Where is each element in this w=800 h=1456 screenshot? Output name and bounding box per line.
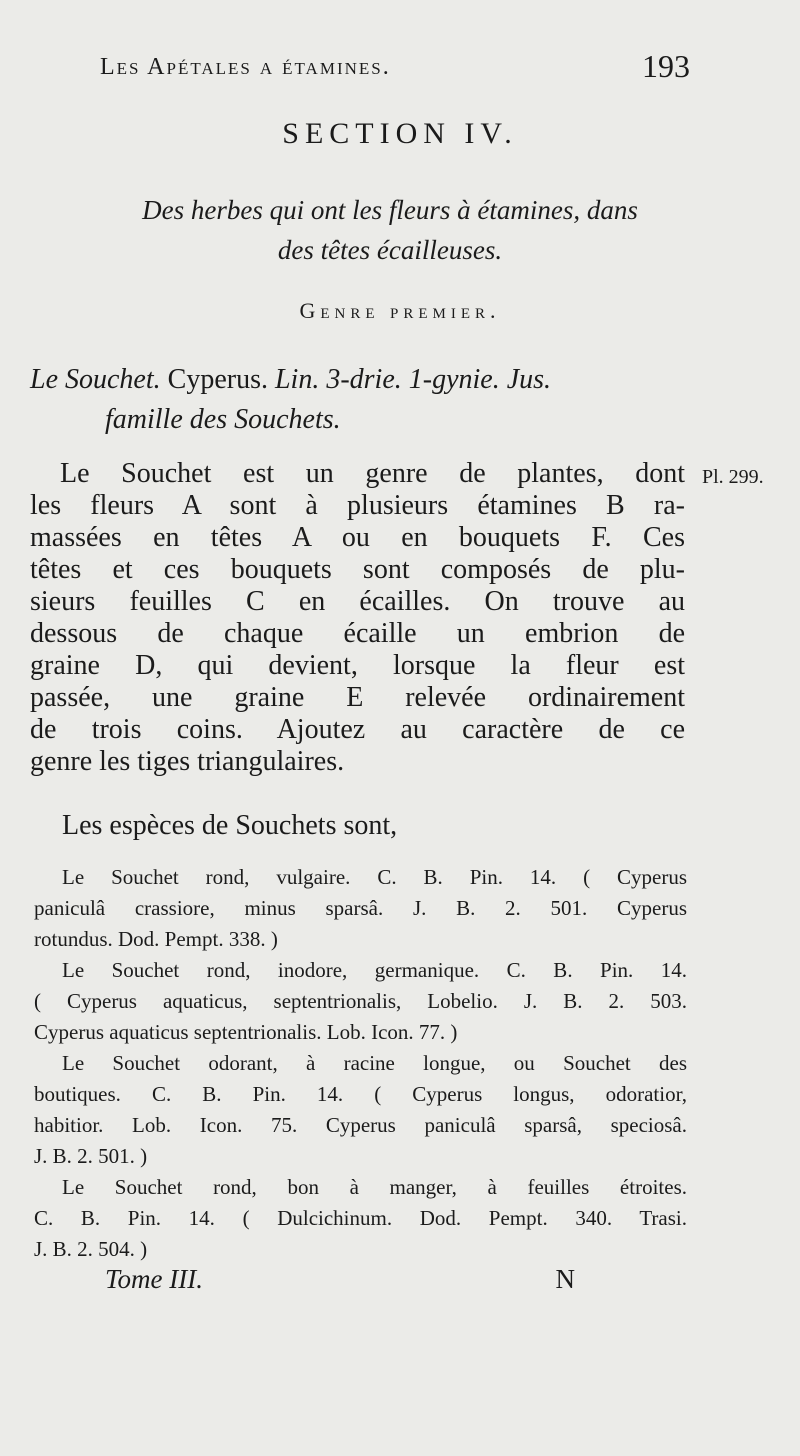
description-line: sieurs feuilles C en écailles. On trouve au (30, 586, 685, 617)
species-line: habitior. Lob. Icon. 75. Cyperus paniculâ sparsâ, speciosâ. (34, 1113, 687, 1137)
page-number: 193 (642, 48, 690, 84)
description-line: passée, une graine E relevée ordinairement (30, 682, 685, 713)
genus-line (30, 360, 680, 400)
species-line: Cyperus aquaticus septentrionalis. Lob. Icon. 77. ) (34, 1020, 458, 1044)
section-subtitle-line: des têtes écailleuses. (277, 235, 503, 265)
genus-description (30, 458, 685, 778)
species-line: Le Souchet rond, vulgaire. C. B. Pin. 14. ( Cyperus (62, 865, 687, 889)
species-heading: Les espèces de Souchets sont, (62, 810, 398, 841)
species-line: C. B. Pin. 14. ( Dulcichinum. Dod. Pempt. 340. Trasi. (34, 1206, 687, 1230)
species-line: paniculâ crassiore, minus sparsâ. J. B. 2. 501. Cyperus (34, 896, 687, 920)
species-line: Le Souchet rond, bon à manger, à feuilles étroites. (62, 1175, 687, 1199)
description-line: dessous de chaque écaille un embrion de (30, 618, 685, 649)
signature-mark: N (555, 1264, 575, 1294)
running-head (100, 48, 690, 88)
species-entry (34, 955, 687, 1048)
species-line: Le Souchet odorant, à racine longue, ou Souchet des (62, 1051, 687, 1075)
description-line: Le Souchet est un genre de plantes, dont (60, 458, 685, 489)
description-line: les fleurs A sont à plusieurs étamines B ra- (30, 490, 685, 521)
species-line: J. B. 2. 504. ) (34, 1237, 148, 1261)
genus-heading (30, 360, 680, 440)
section-subtitle-line: Des herbes qui ont les fleurs à étamines, dans (142, 195, 638, 225)
species-line: J. B. 2. 501. ) (34, 1144, 148, 1168)
section-title: SECTION IV. (282, 117, 518, 150)
page-footer (105, 1264, 575, 1304)
description-line: de trois coins. Ajoutez au caractère de ce (30, 714, 685, 745)
genus-classification: Lin. 3-drie. 1-gynie. Jus. (274, 364, 552, 395)
species-entry (34, 862, 687, 955)
description-line: massées en têtes A ou en bouquets F. Ces (30, 522, 685, 553)
description-line: genre les tiges triangulaires. (30, 746, 345, 777)
genus-latin: Cyperus. (167, 364, 268, 395)
section-subtitle (40, 190, 740, 270)
species-line: Le Souchet rond, inodore, germanique. C. B. Pin. 14. (62, 958, 687, 982)
species-line: boutiques. C. B. Pin. 14. ( Cyperus longus, odoratior, (34, 1082, 687, 1106)
volume-label: Tome III. (105, 1264, 203, 1294)
genus-family: famille des Souchets. (105, 404, 341, 435)
species-line: rotundus. Dod. Pempt. 338. ) (34, 927, 278, 951)
genus-name: Le Souchet. (30, 364, 161, 395)
species-list (34, 862, 687, 1265)
species-entry (34, 1172, 687, 1265)
description-line: têtes et ces bouquets sont composés de plu- (30, 554, 685, 585)
species-entry (34, 1048, 687, 1172)
genre-heading: Genre premier. (299, 298, 501, 323)
running-title: Les Apétales a étamines. (100, 54, 391, 80)
plate-reference: Pl. 299. (702, 466, 764, 488)
description-line: graine D, qui devient, lorsque la fleur est (30, 650, 685, 681)
species-line: ( Cyperus aquaticus, septentrionalis, Lobelio. J. B. 2. 503. (34, 989, 687, 1013)
